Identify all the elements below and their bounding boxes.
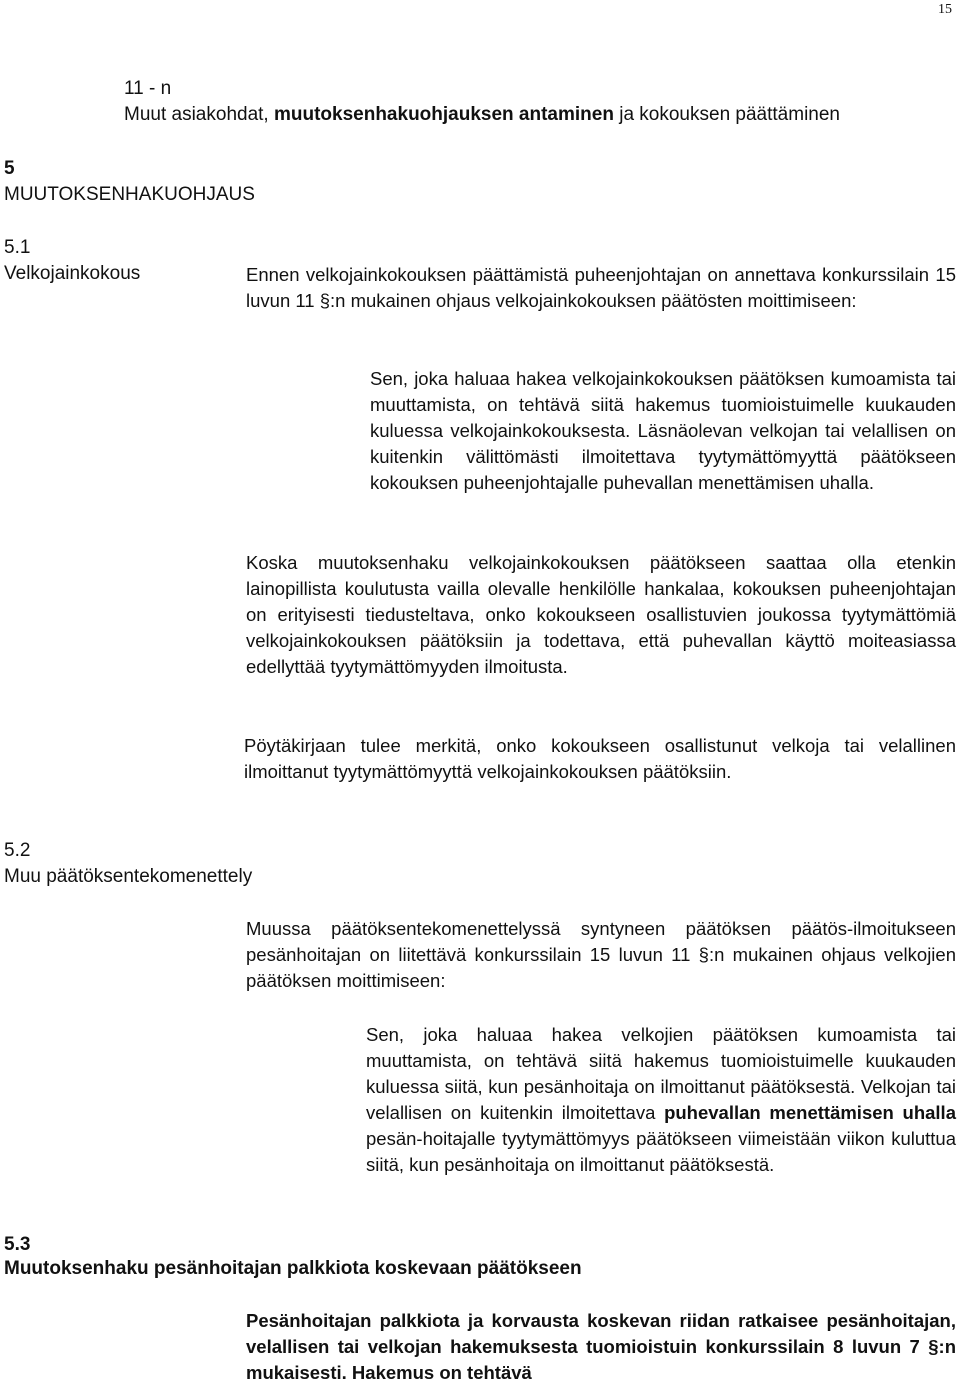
heading-5-2-number: 5.2 [4,840,31,861]
s52-instruction-part: pesän-hoitajalle tyytymättömyys päätökseen viimeistään viikon kuluttua siitä, kun pesänhoitaja on ilmoittanut päätöksestä. [366,1128,956,1175]
heading-5-3-number: 5.3 [4,1234,31,1255]
s53-paragraph: Pesänhoitajan palkkiota ja korvausta koskevan riidan ratkaisee pesänhoitajan, velallisen tai velkojan hakemuksesta tuomioistuin konkurssilain 8 luvun 7 §:n mukaisesti. Hakemus on tehtävä [246,1310,956,1383]
s52-intro-paragraph: Muussa päätöksentekomenettelyssä syntyneen päätöksen päätös-ilmoitukseen pesänhoitajan on liitettävä konkurssilain 15 luvun 11 §:n mukainen ohjaus velkojien päätöksen moittimiseen: [246,918,956,991]
heading-5-2-label: Muu päätöksentekomenettely [4,866,253,887]
section-title-bold-part: muutoksenhakuohjauksen antaminen [273,104,614,125]
heading-5-title: MUUTOKSENHAKUOHJAUS [4,184,255,205]
page-number: 15 [938,2,952,17]
heading-5-3-label: Muutoksenhaku pesänhoitajan palkkiota koskevaan päätökseen [4,1258,582,1279]
s51-intro-paragraph: Ennen velkojainkokouksen päättämistä puheenjohtajan on annettava konkurssilain 15 luvun 11 §:n mukainen ohjaus velkojainkokouksen päätösten moittimiseen: [246,264,956,311]
s52-instruction-paragraph [366,1022,956,1178]
s51-paragraph-3: Pöytäkirjaan tulee merkitä, onko kokoukseen osallistunut velkoja tai velallinen ilmoittanut tyytymättömyyttä velkojainkokouksen päätöksiin. [244,735,956,782]
section-title-part: ja kokouksen päättäminen [613,104,840,125]
s51-paragraph-2: Koska muutoksenhaku velkojainkokouksen päätökseen saattaa olla etenkin lainopillista koulutusta vailla olevalle henkilölle hankalaa, kokouksen puheenjohtajan on erityisesti tiedusteltava, onko kokoukseen osallistuvien joukossa tyytymättömiä velkojainkokouksen päätöksiin ja todettava, että puhevallan käyttö moiteasiassa edellyttää tyytymättömyyden ilmoitusta. [246,552,956,677]
s52-instruction-bold-part: puhevallan menettämisen uhalla [664,1102,956,1123]
s51-instruction-paragraph: Sen, joka haluaa hakea velkojainkokouksen päätöksen kumoamista tai muuttamista, on tehtävä siitä hakemus tuomioistuimelle kuukauden kuluessa velkojainkokouksesta. Läsnäolevan velkojan tai velallisen on kuitenkin välittömästi ilmoitettava tyytymättömyyttä päätökseen kokouksen puheenjohtajalle puhevallan menettämisen uhalla. [370,368,956,493]
s52-instruction-part: Sen, joka haluaa hakea velkojien päätöksen kumoamista tai muuttamista, on tehtävä siitä hakemus tuomioistuimelle kuukauden kuluessa siitä, kun pesänhoitaja on ilmoittanut päätöksestä. Velkojan tai velallisen on kuitenkin ilmoitettava [366,1024,956,1123]
heading-5-1-label: Velkojainkokous [4,263,141,284]
heading-5-1-number: 5.1 [4,237,31,258]
heading-5-number: 5 [4,158,15,179]
section-number: 11 - n [124,78,172,99]
section-title [124,102,840,128]
section-title-part: Muut asiakohdat, [124,104,274,125]
